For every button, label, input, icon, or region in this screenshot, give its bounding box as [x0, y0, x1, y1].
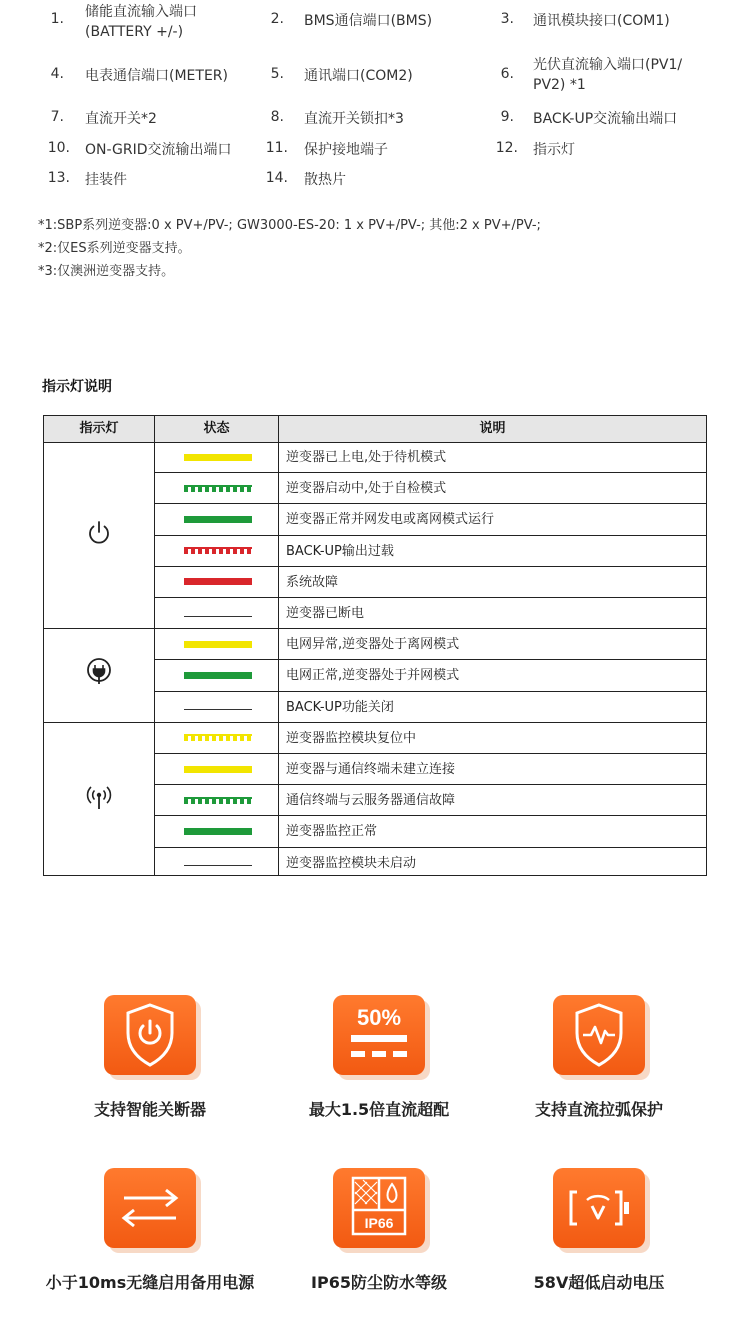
part-number: 11.	[265, 140, 288, 156]
wireless-icon	[44, 718, 154, 875]
led-status-bar	[184, 578, 252, 585]
led-description: 通信终端与云服务器通信故障	[286, 793, 456, 809]
part-number: 10.	[47, 140, 70, 156]
part-label: 散热片	[304, 172, 346, 188]
led-table	[43, 415, 707, 876]
led-status-bar	[184, 516, 252, 523]
shield-power-icon	[104, 995, 196, 1075]
part-label: 电表通信端口(METER)	[85, 68, 228, 84]
part-label: 指示灯	[533, 142, 575, 158]
led-status-bar	[184, 547, 252, 554]
led-description: 逆变器监控模块未启动	[286, 855, 417, 871]
led-status-bar	[184, 865, 252, 866]
shield-pulse-icon	[553, 995, 645, 1075]
part-number: 13.	[47, 170, 70, 186]
led-section-title: 指示灯说明	[42, 379, 112, 395]
led-status-bar	[184, 797, 252, 804]
feature-label: 58V超低启动电压	[533, 1273, 665, 1292]
dc-oversize-icon	[333, 995, 425, 1075]
ip-rating-badge: IP66	[364, 1215, 394, 1231]
part-number: 12.	[495, 140, 518, 156]
led-description: 电网异常,逆变器处于离网模式	[286, 637, 460, 653]
part-number: 7.	[50, 109, 64, 125]
footnote: *3:仅澳洲逆变器支持。	[38, 264, 175, 279]
feature-label: 小于10ms无缝启用备用电源	[45, 1273, 255, 1292]
led-description: 系统故障	[286, 574, 339, 590]
led-description: 逆变器已断电	[286, 606, 365, 621]
led-description: 逆变器正常并网发电或离网模式运行	[286, 512, 495, 528]
part-label: 挂装件	[85, 172, 127, 188]
header-indicator: 指示灯	[79, 421, 119, 436]
led-description: 逆变器与通信终端未建立连接	[286, 762, 456, 777]
led-status-bar	[184, 616, 252, 617]
part-label: 直流开关*2	[85, 111, 157, 127]
part-number: 14.	[265, 170, 288, 186]
part-number: 1.	[50, 11, 64, 27]
part-label: 保护接地端子	[304, 142, 388, 158]
led-description: 逆变器启动中,处于自检模式	[286, 481, 447, 497]
power-icon	[44, 442, 154, 623]
led-description: BACK-UP输出过载	[286, 543, 394, 559]
part-label: 直流开关锁扣*3	[304, 111, 404, 127]
led-status-bar	[184, 828, 252, 835]
led-status-bar	[184, 485, 252, 492]
feature-label: 支持智能关断器	[93, 1100, 206, 1119]
led-description: 电网正常,逆变器处于并网模式	[286, 668, 460, 684]
dc-oversize-badge: 50%	[356, 1005, 402, 1030]
part-number: 6.	[500, 66, 514, 82]
part-label: ON-GRID交流输出端口	[85, 142, 232, 158]
part-number: 5.	[270, 66, 284, 82]
led-status-bar	[184, 672, 252, 679]
feature-label: 支持直流拉弧保护	[534, 1100, 663, 1119]
battery-voltage-icon	[553, 1168, 645, 1248]
part-label: BMS通信端口(BMS)	[304, 13, 433, 29]
ip-rating-icon	[333, 1168, 425, 1248]
part-label: 通讯模块接口(COM1)	[533, 13, 670, 29]
part-number: 8.	[270, 109, 284, 125]
feature-label: IP65防尘防水等级	[311, 1273, 447, 1292]
header-status: 状态	[203, 421, 230, 436]
led-description: BACK-UP功能关闭	[286, 699, 394, 715]
switch-arrows-icon	[104, 1168, 196, 1248]
footnote: *1:SBP系列逆变器:0 x PV+/PV-; GW3000-ES-20: 1 x PV+/PV-; 其他:2 x PV+/PV-;	[38, 218, 541, 233]
part-number: 4.	[50, 66, 64, 82]
led-description: 逆变器监控模块复位中	[286, 730, 417, 746]
part-label: 通讯端口(COM2)	[304, 68, 413, 84]
led-status-bar	[184, 734, 252, 741]
part-label: 储能直流输入端口 (BATTERY +/-)	[85, 4, 197, 40]
led-description: 逆变器已上电,处于待机模式	[286, 450, 447, 465]
header-description: 说明	[479, 421, 506, 436]
footnote: *2:仅ES系列逆变器支持。	[38, 241, 191, 256]
led-status-bar	[184, 641, 252, 648]
led-status-bar	[184, 709, 252, 710]
led-status-bar	[184, 454, 252, 461]
part-number: 9.	[500, 109, 514, 125]
led-description: 逆变器监控正常	[286, 824, 378, 840]
grid-plug-icon	[44, 623, 154, 718]
part-label: BACK-UP交流输出端口	[533, 111, 678, 127]
part-number: 2.	[270, 11, 284, 27]
led-status-bar	[184, 766, 252, 773]
feature-label: 最大1.5倍直流超配	[308, 1100, 450, 1119]
part-label: 光伏直流输入端口(PV1/ PV2) *1	[533, 57, 683, 93]
part-number: 3.	[500, 11, 514, 27]
